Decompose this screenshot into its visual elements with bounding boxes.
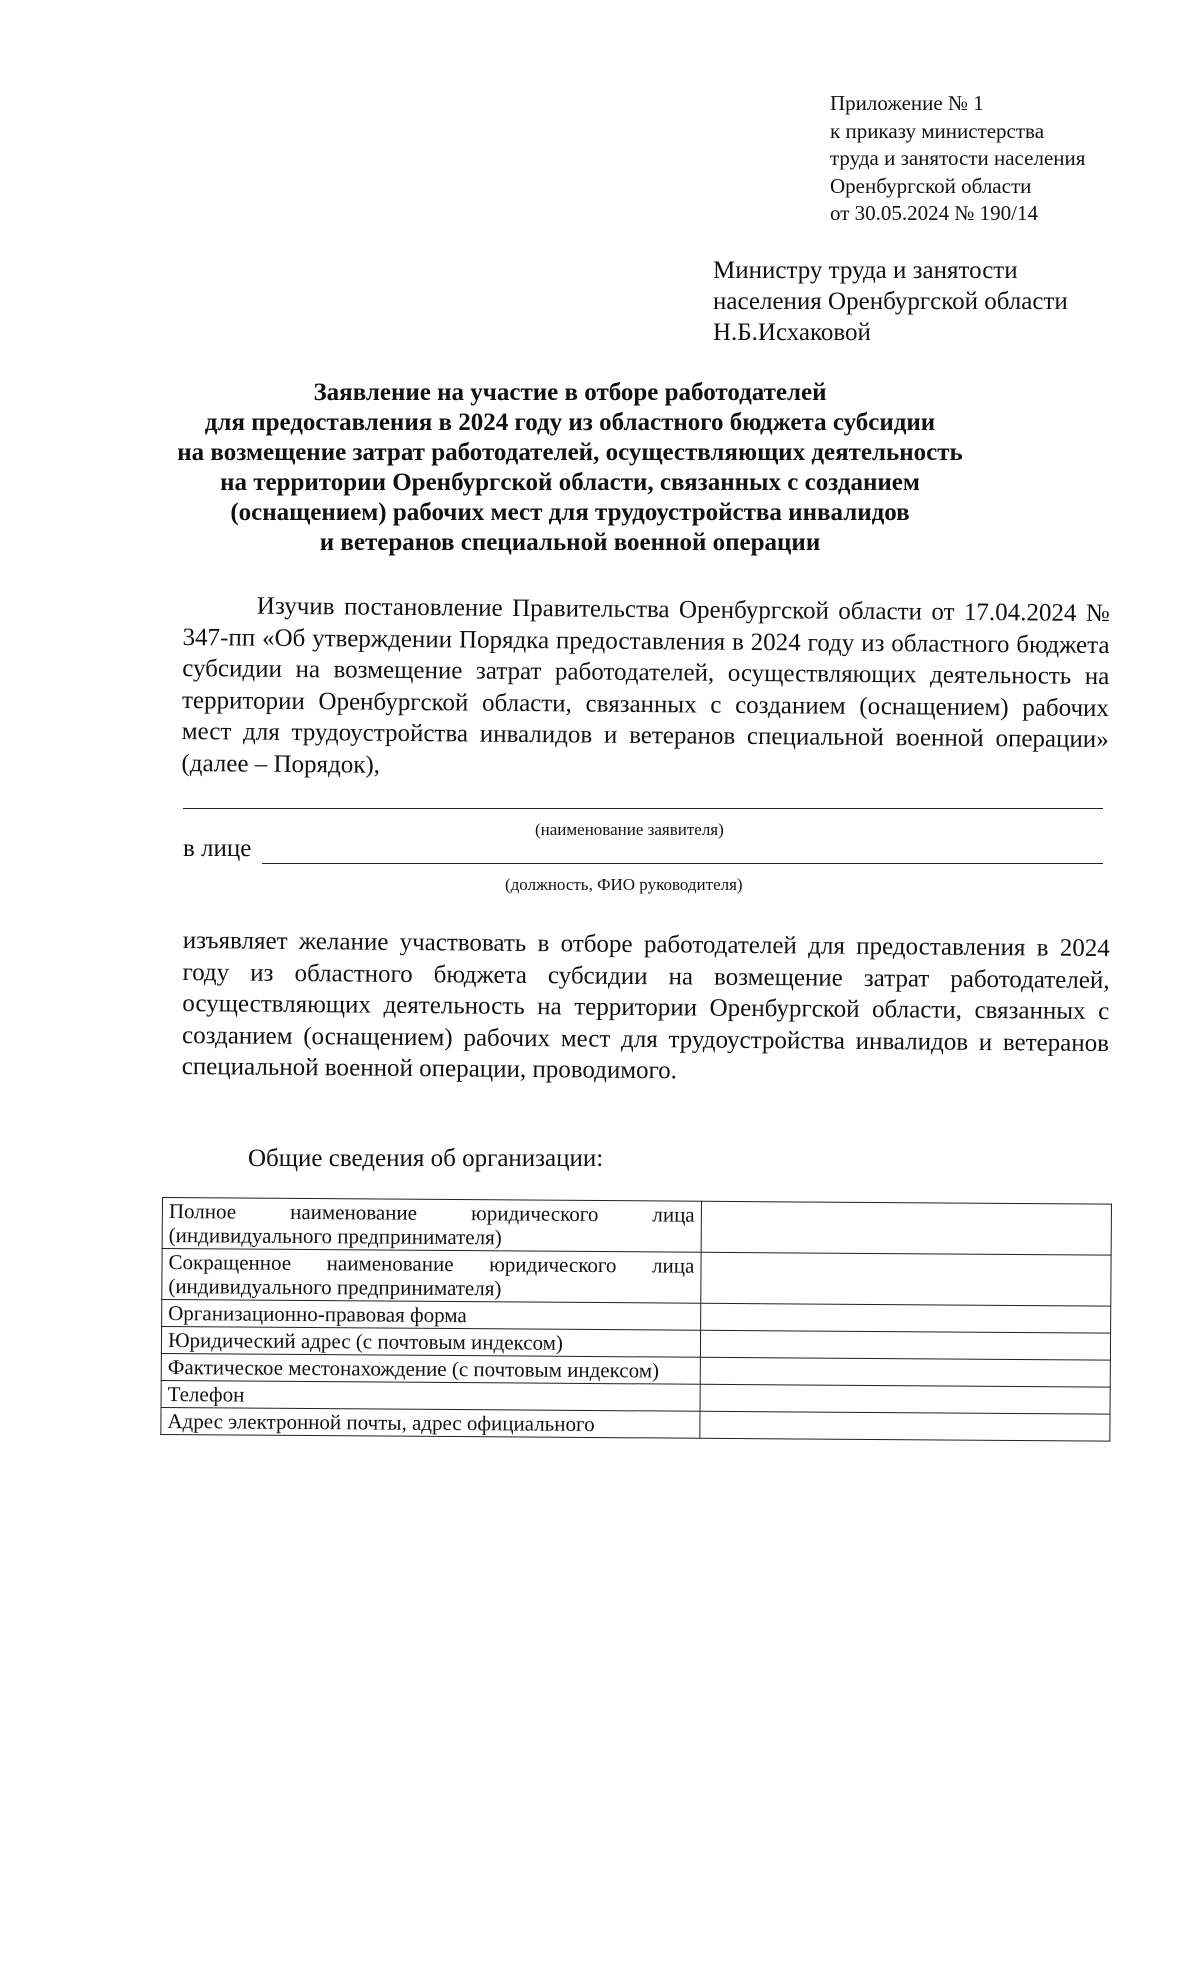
- applicant-caption: (наименование заявителя): [535, 820, 724, 839]
- row-value-cell[interactable]: [700, 1411, 1110, 1441]
- represented-by-label: в лице: [183, 835, 252, 862]
- row-label: Организационно-правовая форма: [162, 1300, 701, 1331]
- row-label: Адрес электронной почты, адрес официального: [161, 1407, 700, 1438]
- row-value-cell[interactable]: [700, 1357, 1110, 1387]
- title-line: на возмещение затрат работодателей, осуществляющих деятельность: [177, 439, 963, 466]
- title-line: для предоставления в 2024 году из областного бюджета субсидии: [204, 409, 936, 436]
- addressee-line: населения Оренбургской области: [713, 288, 1068, 315]
- appendix-line: Приложение № 1: [830, 91, 984, 115]
- table-row: [162, 1198, 1111, 1256]
- representative-line[interactable]: [262, 863, 1103, 864]
- addressee-block: [713, 255, 1068, 348]
- row-label: Телефон: [161, 1380, 700, 1411]
- table-row: [162, 1249, 1111, 1307]
- document-title: [160, 378, 980, 558]
- appendix-line: Оренбургской области: [830, 173, 1032, 198]
- declaration-paragraph: изъявляет желание участвовать в отборе работодателей для предоставления в 2024 году из областного бюджета субсидии на возмещение затрат работодателей, осуществляющих деятельность на территории Оренбургской области, связанных с созданием (оснащением) рабочих мест для трудоустройства инвалидов и ветеранов специальной военной операции, проводимого.: [181, 926, 1110, 1085]
- intro-paragraph: Изучив постановление Правительства Оренбургской области от 17.04.2024 № 347-пп «Об утверждении Порядка предоставления в 2024 году из областного бюджета субсидии на возмещение затрат работодателей, осуществляющих деятельность на территории Оренбургской области, связанных с созданием (оснащением) рабочих мест для трудоустройства инвалидов и ветеранов специальной военной операции» (далее – Порядок),: [181, 592, 1110, 779]
- row-label: Сокращенное наименование юридического лица (индивидуального предпринимателя): [162, 1249, 701, 1304]
- title-line: на территории Оренбургской области, связанных с созданием: [220, 469, 920, 496]
- row-label: Фактическое местонахождение (с почтовым индексом): [161, 1353, 700, 1384]
- title-line: Заявление на участие в отборе работодателей: [313, 379, 827, 406]
- title-line: и ветеранов специальной военной операции: [319, 529, 821, 556]
- general-info-heading: Общие сведения об организации:: [248, 1145, 604, 1172]
- title-line: (оснащением) рабочих мест для трудоустройства инвалидов: [230, 499, 910, 526]
- addressee-line: Н.Б.Исхаковой: [713, 319, 871, 346]
- row-value-cell[interactable]: [700, 1384, 1110, 1414]
- general-info-table: [160, 1197, 1112, 1442]
- appendix-block: [830, 90, 1085, 228]
- row-value-cell[interactable]: [700, 1303, 1110, 1333]
- row-label: Полное наименование юридического лица (индивидуального предпринимателя): [162, 1198, 701, 1253]
- applicant-name-line[interactable]: [183, 808, 1103, 809]
- addressee-line: Министру труда и занятости: [713, 257, 1018, 284]
- row-value-cell[interactable]: [701, 1201, 1112, 1255]
- appendix-line: к приказу министерства: [830, 118, 1045, 143]
- row-value-cell[interactable]: [701, 1252, 1112, 1306]
- row-label: Юридический адрес (с почтовым индексом): [161, 1327, 700, 1358]
- appendix-line: труда и занятости населения: [830, 146, 1086, 170]
- row-value-cell[interactable]: [700, 1330, 1110, 1360]
- appendix-line: от 30.05.2024 № 190/14: [830, 201, 1039, 225]
- representative-caption: (должность, ФИО руководителя): [505, 875, 743, 894]
- table-row: [161, 1407, 1110, 1441]
